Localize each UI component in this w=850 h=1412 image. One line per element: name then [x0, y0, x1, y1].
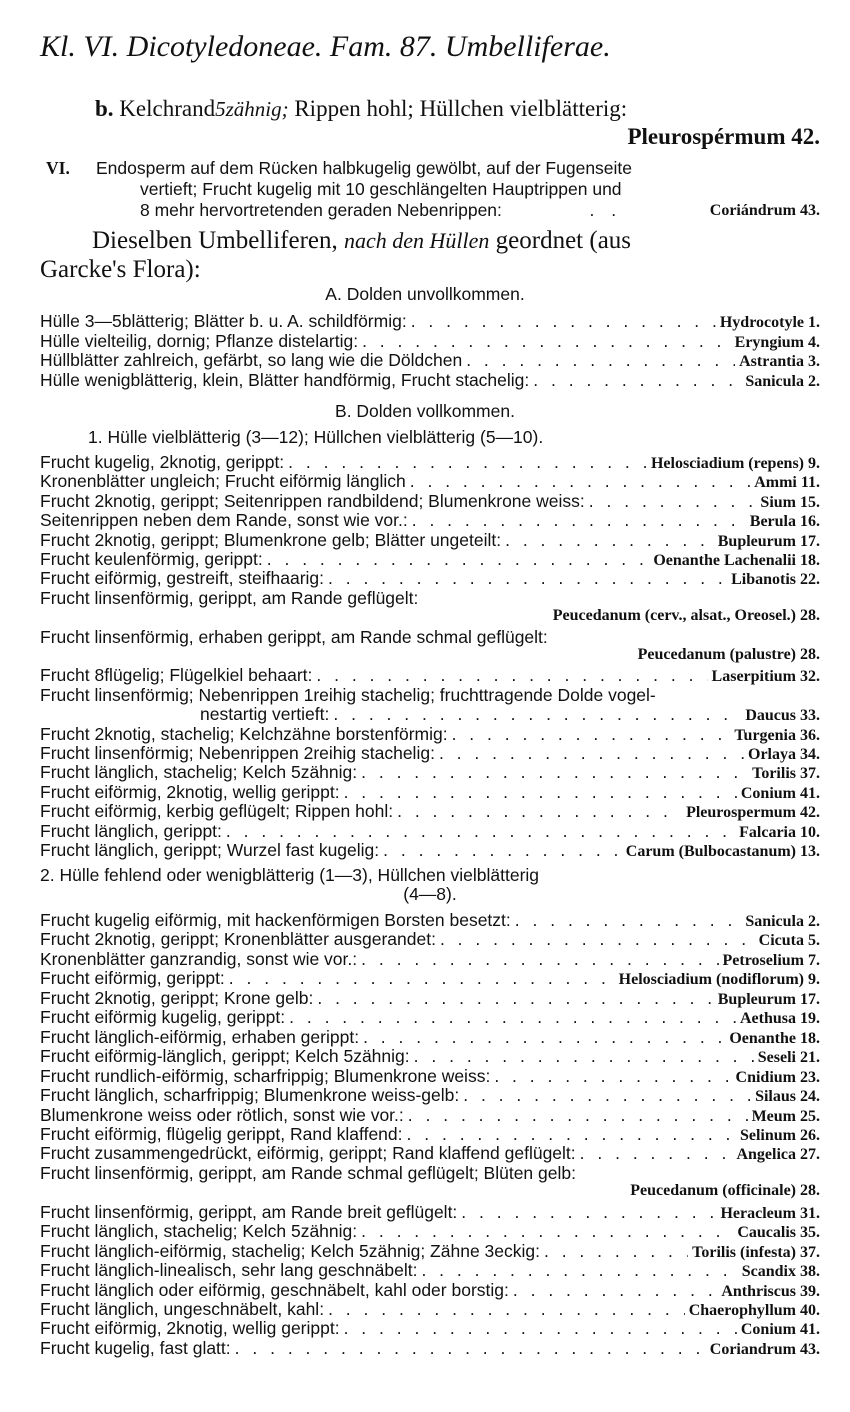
key-row-text: Frucht eiförmig, flügelig gerippt, Rand klaffend: — [40, 1123, 403, 1144]
key-row-text: Frucht kugelig eiförmig, mit hackenförmigen Borsten besetzt: — [40, 910, 511, 930]
dot-leader — [235, 1338, 706, 1359]
key-row — [40, 1007, 820, 1028]
dot-leader — [505, 530, 714, 551]
key-row — [40, 568, 820, 589]
key-row — [40, 743, 820, 764]
key-row — [40, 949, 820, 970]
key-text: Kelchrand — [119, 96, 216, 121]
key-row — [40, 840, 820, 861]
key-row — [40, 530, 820, 551]
key-row — [40, 1338, 820, 1359]
key-row — [40, 1143, 820, 1164]
genus-name: Coriandrum 43. — [709, 1340, 820, 1358]
genus-name: Berula 16. — [749, 513, 820, 531]
dot-leader — [408, 1105, 748, 1126]
genus-name: Falcaria 10. — [739, 823, 820, 841]
genus-name: Helosciadium (nodiflorum) 9. — [618, 971, 820, 989]
key-row-text: Seitenrippen neben dem Rande, sonst wie vor.: — [40, 510, 408, 531]
key-row — [40, 331, 820, 352]
dot-leader — [229, 968, 615, 989]
key-row-text: Frucht länglich, gerippt; Wurzel fast kugelig: — [40, 840, 380, 860]
genus-name: Helosciadium (repens) 9. — [650, 455, 820, 472]
dot-leader — [589, 491, 757, 512]
key-row-text: Frucht länglich-eiförmig, stachelig; Kelch 5zähnig; Zähne 3eckig: — [40, 1240, 540, 1261]
dot-leader — [463, 1085, 751, 1106]
dot-leader — [363, 1027, 725, 1048]
dot-leader — [412, 510, 746, 531]
genus-name: Hydrocotyle 1. — [719, 314, 820, 331]
key-row-text: Frucht linsenförmig, erhaben gerippt, am Rande schmal geflügelt: — [40, 626, 548, 647]
key-row — [40, 988, 820, 1009]
key-row — [40, 968, 820, 989]
key-row — [40, 491, 820, 512]
key-line: Endosperm auf dem Rücken halbkugelig gewölbt, auf der Fugenseite — [96, 158, 633, 178]
intro-text: Dieselben Umbelliferen, — [92, 227, 338, 254]
dot-leader — [226, 821, 735, 842]
key-row-text: Frucht 2knotig, gerippt; Seitenrippen randbildend; Blumenkrone weiss: — [40, 490, 585, 511]
genus-name: Torilis (infesta) 37. — [692, 1243, 820, 1261]
genus-name: Orlaya 34. — [748, 746, 820, 763]
genus-name: Torilis 37. — [752, 765, 820, 783]
key-row-text: Frucht länglich oder eiförmig, geschnäbelt, kahl oder borstig: — [40, 1279, 509, 1300]
key-row — [40, 724, 820, 745]
key-line: vertieft; Frucht kugelig mit 10 geschlängelten Hauptrippen und — [140, 179, 622, 199]
key-row — [40, 665, 820, 686]
key-row — [40, 801, 820, 822]
key-row-text: Frucht länglich, stachelig; Kelch 5zähnig: — [40, 762, 358, 783]
genus-name: Petroselium 7. — [722, 951, 820, 969]
key-row — [40, 1299, 820, 1320]
key-row — [40, 762, 820, 783]
dot-leader — [580, 1143, 733, 1164]
key-row-text: Hülle 3—5blätterig; Blätter b. u. A. schildförmig: — [40, 311, 407, 331]
genus-name: Heracleum 31. — [720, 1204, 820, 1222]
key-row-text: Frucht linsenförmig, gerippt, am Rande breit geflügelt: — [40, 1201, 458, 1222]
genus-name: Silaus 24. — [755, 1088, 820, 1106]
key-row-text: Frucht 2knotig, gerippt; Blumenkrone gelb; Blätter ungeteilt: — [40, 529, 502, 550]
key-row — [40, 1124, 820, 1145]
key-row-text: Frucht zusammengedrückt, eiförmig, gerippt; Rand klaffend geflügelt: — [40, 1143, 576, 1164]
key-row-text: Frucht rundlich-eiförmig, scharfrippig; Blumenkrone weiss: — [40, 1065, 491, 1086]
key-row — [40, 821, 820, 842]
subsection-2-heading: 2. Hülle fehlend oder wenigblätterig (1—3), Hüllchen vielblätterig — [40, 865, 540, 885]
key-genus: Pleurospérmum 42. — [627, 124, 820, 149]
key-label: b. — [95, 96, 114, 121]
dot-leader — [289, 1007, 736, 1028]
key-label: VI. — [46, 158, 70, 178]
key-line: 8 mehr hervortretenden geraden Nebenrippen: . . Coriándrum 43. — [140, 200, 820, 220]
genus-name: Cnidium 23. — [735, 1068, 820, 1086]
genus-name: Carum (Bulbocastanum) 13. — [625, 843, 820, 860]
key-row — [40, 1066, 820, 1087]
key-text: Rippen hohl; Hüllchen vielblätterig: — [294, 96, 628, 121]
key-row — [40, 929, 820, 950]
genus-name: Sanicula 2. — [745, 913, 820, 930]
dot-leader — [288, 452, 647, 473]
key-row-text: Frucht länglich, gerippt: — [40, 820, 222, 841]
genus-name: Oenanthe Lachenalii 18. — [653, 552, 820, 569]
key-row-text: Frucht 2knotig, gerippt; Kronenblätter ausgerandet: — [40, 929, 436, 950]
genus-name: Bupleurum 17. — [717, 532, 820, 550]
genus-name: Pleurospermum 42. — [686, 804, 820, 822]
genus-name: Oenanthe 18. — [729, 1029, 820, 1047]
key-row-text: Frucht 8flügelig; Flügelkiel behaart: — [40, 665, 313, 686]
key-row-text: Frucht eiförmig, gerippt: — [40, 968, 225, 989]
genus-name: Seseli 21. — [757, 1049, 820, 1067]
dot-leader — [544, 1241, 688, 1262]
key-row-text: Frucht eiförmig-länglich, gerippt; Kelch 5zähnig: — [40, 1046, 410, 1067]
dot-leader — [344, 1318, 737, 1339]
genus-name: Bupleurum 17. — [717, 990, 820, 1008]
key-row-text: Frucht linsenförmig; Nebenrippen 1reihig stachelig; fruchttragende Dolde vogel- — [40, 684, 656, 705]
dot-leader — [439, 743, 744, 764]
genus-name: Meum 25. — [751, 1107, 820, 1125]
genus-name: Laserpitium 32. — [711, 668, 820, 686]
dot-leader — [317, 988, 713, 1009]
dot-leader — [333, 704, 741, 725]
dot-leader — [267, 549, 650, 570]
dot-leader — [397, 801, 682, 822]
key-entry-vi — [40, 158, 820, 221]
key-entry-b — [95, 96, 820, 122]
genus-line: Peucedanum (officinale) 28. — [630, 1182, 820, 1200]
key-row-text: Hülle wenigblätterig, klein, Blätter handförmig, Frucht stachelig: — [40, 369, 530, 390]
key-row — [40, 549, 820, 570]
key-row — [40, 1105, 820, 1126]
key-row — [40, 452, 820, 473]
key-row — [40, 1318, 820, 1339]
genus-name: Anthriscus 39. — [721, 1282, 820, 1300]
key-row — [40, 1221, 820, 1242]
dot-leader — [466, 350, 735, 371]
page-header-text: Kl. VI. Dicotyledoneae. Fam. 87. Umbelliferae. — [40, 30, 611, 63]
intro-text: geordnet (aus — [495, 227, 632, 254]
dot-leader — [316, 665, 707, 686]
key-row — [40, 1241, 820, 1262]
key-row-text: Frucht eiförmig, kerbig geflügelt; Rippen hohl: — [40, 801, 394, 822]
genus-name: Caucalis 35. — [737, 1224, 820, 1242]
key-row-text: Kronenblätter ganzrandig, sonst wie vor.: — [40, 948, 358, 969]
dot-leader — [361, 1221, 733, 1242]
key-row-text: Frucht länglich, stachelig; Kelch 5zähnig: — [40, 1221, 358, 1242]
key-row-text: Frucht linsenförmig, gerippt, am Rande schmal geflügelt; Blüten gelb: — [40, 1162, 576, 1183]
intro-text: Garcke's Flora): — [40, 256, 201, 283]
genus-name: Sium 15. — [760, 493, 820, 511]
dot-leader — [533, 370, 741, 391]
subsection-1-heading: 1. Hülle vielblätterig (3—12); Hüllchen vielblätterig (5—10). — [88, 427, 544, 447]
key-row — [40, 627, 820, 648]
genus-name: Ammi 11. — [754, 474, 820, 492]
page-header — [40, 30, 820, 64]
key-row — [40, 704, 820, 725]
key-row — [40, 350, 820, 371]
key-row-text: Frucht linsenförmig; Nebenrippen 2reihig stachelig: — [40, 743, 435, 763]
genus-name: Eryngium 4. — [734, 333, 820, 351]
key-row-text: Frucht länglich, scharfrippig; Blumenkrone weiss-gelb: — [40, 1085, 460, 1106]
key-row — [40, 588, 820, 609]
key-row-text: Frucht länglich-eiförmig, erhaben gerippt: — [40, 1026, 360, 1047]
intro-text-italic: nach den Hüllen — [344, 228, 490, 253]
key-row-text: Frucht eiförmig kugelig, gerippt: — [40, 1007, 286, 1028]
genus-name: Scandix 38. — [741, 1263, 820, 1281]
key-genus: Coriándrum 43. — [709, 202, 820, 219]
section-a-heading: A. Dolden unvollkommen. — [325, 284, 525, 304]
key-row-text: Frucht eiförmig, gestreift, steifhaarig: — [40, 568, 324, 589]
dot-leader — [414, 1046, 754, 1067]
key-row — [40, 1280, 820, 1301]
key-row-text: nestartig vertieft: — [200, 704, 330, 725]
genus-line: Peucedanum (palustre) 28. — [637, 646, 820, 663]
dot-leader — [461, 1202, 716, 1223]
dot-leader — [515, 910, 742, 931]
dot-leader — [362, 331, 731, 352]
genus-name: Cicuta 5. — [758, 932, 820, 950]
key-row-text: Kronenblätter ungleich; Frucht eiförmig länglich — [40, 471, 406, 492]
key-row-text: Frucht länglich, ungeschnäbelt, kahl: — [40, 1299, 325, 1319]
key-row — [40, 471, 820, 492]
key-row — [40, 685, 820, 706]
dot-leader — [407, 1124, 736, 1145]
genus-name: Turgenia 36. — [734, 726, 820, 744]
genus-name: Daucus 33. — [745, 707, 820, 725]
key-row-text: Frucht länglich-linealisch, sehr lang geschnäbelt: — [40, 1260, 418, 1281]
key-row-text: Frucht kugelig, fast glatt: — [40, 1337, 231, 1358]
key-row — [40, 1027, 820, 1048]
dot-leader — [411, 311, 716, 332]
genus-name: Aethusa 19. — [739, 1010, 820, 1028]
key-row — [40, 1085, 820, 1106]
subsection-2-heading-cont: (4—8). — [403, 884, 457, 904]
dot-leader — [361, 949, 718, 970]
dot-leader — [494, 1066, 731, 1087]
genus-name: Sanicula 2. — [745, 372, 820, 390]
dot-leader — [452, 724, 731, 745]
genus-name: Conium 41. — [740, 1321, 820, 1339]
dot-leader — [383, 840, 622, 861]
key-row — [40, 1163, 820, 1184]
key-row — [40, 1260, 820, 1281]
dot-leader — [440, 929, 755, 950]
key-line-text: 8 mehr hervortretenden geraden Nebenrippen: — [140, 200, 502, 220]
dot-leader — [421, 1260, 737, 1281]
key-row — [40, 782, 820, 803]
genus-name: Astrantia 3. — [739, 353, 820, 370]
key-row-text: Frucht eiförmig, 2knotig, wellig gerippt: — [40, 1318, 340, 1339]
key-row — [40, 910, 820, 931]
dot-leader — [361, 762, 748, 783]
key-row-text: Frucht 2knotig, stachelig; Kelchzähne borstenförmig: — [40, 723, 448, 744]
genus-name: Libanotis 22. — [731, 571, 820, 589]
genus-name: Angelica 27. — [736, 1146, 820, 1164]
dot-leader — [328, 1299, 685, 1320]
key-row — [40, 510, 820, 531]
section-b-heading: B. Dolden vollkommen. — [335, 401, 515, 421]
key-row-text: Blumenkrone weiss oder rötlich, sonst wie vor.: — [40, 1104, 404, 1125]
key-row-text: Hüllblätter zahlreich, gefärbt, so lang wie die Döldchen — [40, 350, 463, 370]
key-row-text: Frucht eiförmig, 2knotig, wellig gerippt: — [40, 781, 340, 802]
genus-name: Selinum 26. — [739, 1126, 820, 1144]
key-text-italic: 5zähnig; — [215, 97, 289, 121]
intro-paragraph — [40, 226, 820, 284]
key-row — [40, 311, 820, 332]
dot-leader — [513, 1280, 717, 1301]
dot-leader — [410, 471, 750, 492]
dot-leader — [328, 568, 727, 589]
key-row — [40, 370, 820, 391]
key-row-text: Frucht keulenförmig, gerippt: — [40, 549, 263, 569]
key-row — [40, 1202, 820, 1223]
dot-leader — [344, 782, 737, 803]
genus-name: Chaerophyllum 40. — [688, 1302, 820, 1319]
genus-line: Peucedanum (cerv., alsat., Oreosel.) 28. — [552, 607, 820, 625]
key-row-text: Hülle vielteilig, dornig; Pflanze distelartig: — [40, 330, 359, 351]
key-row-text: Frucht kugelig, 2knotig, gerippt: — [40, 452, 285, 472]
key-row-text: Frucht 2knotig, gerippt; Krone gelb: — [40, 987, 314, 1008]
key-row-text: Frucht linsenförmig, gerippt, am Rande geflügelt: — [40, 587, 419, 608]
genus-name: Conium 41. — [740, 784, 820, 802]
key-row — [40, 1046, 820, 1067]
